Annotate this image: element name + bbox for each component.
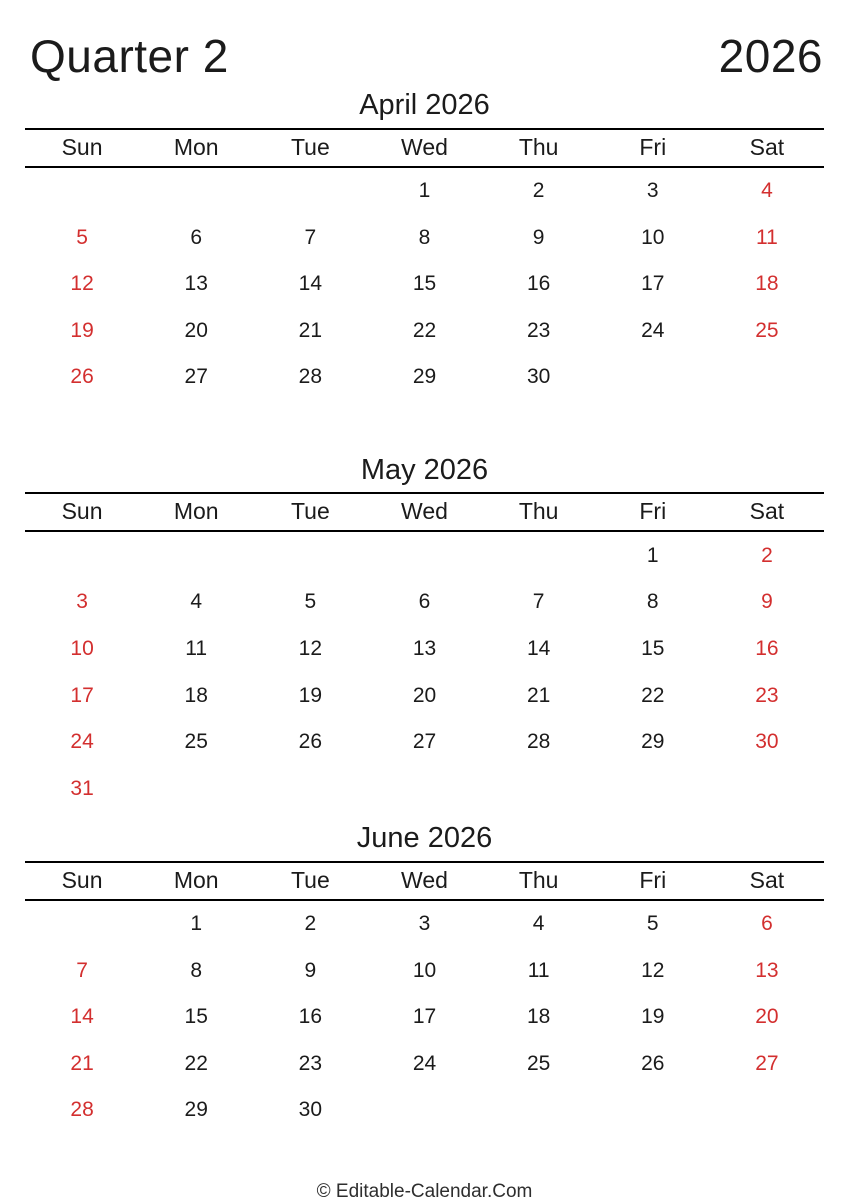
day-cell: 12 (641, 958, 665, 982)
empty-day-cell (482, 765, 596, 812)
day-cell: 23 (755, 683, 779, 707)
day-cell: 7 (304, 225, 317, 249)
weekday-cell: Fri (639, 133, 667, 160)
empty-day-cell (596, 765, 710, 812)
day-cell: 12 (70, 272, 94, 296)
empty-day-cell (367, 532, 481, 579)
weekday-cell: Tue (290, 133, 330, 160)
day-cell: 27 (412, 730, 437, 754)
day-cell: 26 (298, 730, 323, 754)
day-cell: 8 (190, 958, 203, 982)
day-cell: 8 (646, 590, 659, 614)
day-cell: 13 (755, 958, 779, 982)
week-row (25, 354, 824, 401)
empty-day-cell (596, 1087, 710, 1134)
day-cell: 2 (761, 543, 773, 567)
week-row (25, 994, 824, 1041)
week-row (25, 765, 824, 812)
day-cell: 13 (412, 636, 437, 660)
day-cell: 30 (755, 730, 779, 754)
months-container (0, 88, 849, 1134)
quarter-title: Quarter 2 (30, 30, 229, 82)
day-cell: 8 (418, 225, 431, 249)
day-cell: 22 (412, 318, 437, 342)
day-cell: 25 (755, 318, 779, 342)
day-cell: 26 (70, 365, 94, 389)
day-cell: 17 (70, 683, 94, 707)
month-section (25, 453, 824, 812)
empty-day-cell (25, 532, 139, 579)
weekday-cell: Sat (749, 866, 785, 893)
day-cell: 18 (526, 1005, 551, 1029)
day-cell: 22 (184, 1051, 208, 1075)
day-cell: 3 (418, 912, 431, 936)
day-cell: 6 (190, 225, 203, 249)
empty-day-cell (367, 1087, 481, 1134)
weekday-header (25, 492, 824, 532)
weekday-cell: Thu (518, 133, 559, 160)
day-cell: 10 (412, 958, 437, 982)
day-cell: 15 (184, 1005, 208, 1029)
week-row (25, 214, 824, 261)
day-cell: 29 (412, 365, 437, 389)
week-row (25, 307, 824, 354)
day-cell: 19 (70, 318, 94, 342)
week-row (25, 672, 824, 719)
week-row (25, 1087, 824, 1134)
week-row (25, 626, 824, 673)
day-cell: 25 (184, 730, 208, 754)
day-cell: 29 (184, 1098, 208, 1122)
empty-day-cell (482, 532, 596, 579)
day-cell: 29 (641, 730, 665, 754)
day-cell: 13 (184, 272, 208, 296)
footer-credit: © Editable-Calendar.Com (316, 1180, 533, 1202)
day-cell: 20 (412, 683, 437, 707)
day-cell: 21 (70, 1051, 94, 1075)
day-cell: 15 (412, 272, 437, 296)
day-cell: 17 (641, 272, 665, 296)
day-cell: 17 (412, 1005, 437, 1029)
weekday-cell: Tue (290, 866, 330, 893)
day-cell: 4 (190, 590, 203, 614)
day-cell: 9 (761, 590, 773, 614)
day-cell: 27 (184, 365, 208, 389)
day-cell: 21 (526, 683, 551, 707)
day-cell: 27 (755, 1051, 779, 1075)
weekday-cell: Wed (401, 498, 448, 525)
empty-day-cell (482, 1087, 596, 1134)
day-cell: 14 (526, 636, 551, 660)
day-cell: 23 (526, 318, 551, 342)
week-row (25, 947, 824, 994)
day-cell: 12 (298, 636, 323, 660)
month-section (25, 821, 824, 1134)
weekday-cell: Mon (173, 866, 219, 893)
day-cell: 25 (526, 1051, 551, 1075)
empty-day-cell (139, 532, 253, 579)
day-cell: 20 (184, 318, 208, 342)
empty-day-cell (139, 765, 253, 812)
day-cell: 7 (76, 958, 88, 982)
empty-day-cell (25, 168, 139, 215)
weekday-cell: Fri (639, 498, 667, 525)
day-cell: 11 (527, 958, 550, 982)
weekday-cell: Mon (173, 498, 219, 525)
day-cell: 14 (298, 272, 323, 296)
month-title: April 2026 (359, 88, 490, 121)
day-cell: 4 (532, 912, 545, 936)
day-cell: 5 (76, 225, 88, 249)
weekday-cell: Wed (401, 866, 448, 893)
empty-day-cell (596, 354, 710, 401)
week-row (25, 901, 824, 948)
day-cell: 10 (70, 636, 94, 660)
day-cell: 5 (304, 590, 317, 614)
week-row (25, 1041, 824, 1088)
month-title: June 2026 (356, 822, 493, 855)
day-cell: 15 (641, 636, 665, 660)
week-row (25, 719, 824, 766)
day-cell: 21 (298, 318, 323, 342)
day-cell: 10 (641, 225, 665, 249)
day-cell: 19 (298, 683, 323, 707)
page-header (0, 0, 849, 83)
day-cell: 23 (298, 1051, 323, 1075)
day-cell: 11 (185, 636, 208, 660)
day-cell: 1 (646, 543, 659, 567)
empty-day-cell (710, 765, 824, 812)
day-cell: 9 (532, 225, 545, 249)
month-section (25, 88, 824, 401)
year-title: 2026 (718, 30, 823, 82)
day-cell: 24 (412, 1051, 437, 1075)
weekday-header (25, 861, 824, 901)
day-cell: 14 (70, 1005, 94, 1029)
week-row (25, 532, 824, 579)
weekday-header (25, 128, 824, 168)
month-title: May 2026 (360, 453, 489, 486)
day-cell: 26 (641, 1051, 665, 1075)
day-cell: 2 (304, 912, 317, 936)
empty-day-cell (253, 168, 367, 215)
day-cell: 28 (526, 730, 551, 754)
day-cell: 30 (526, 365, 551, 389)
day-cell: 16 (298, 1005, 323, 1029)
week-row (25, 261, 824, 308)
weekday-cell: Thu (518, 498, 559, 525)
day-cell: 16 (526, 272, 551, 296)
weekday-cell: Sat (749, 133, 785, 160)
day-cell: 28 (70, 1098, 94, 1122)
day-cell: 7 (532, 590, 545, 614)
day-cell: 20 (755, 1005, 779, 1029)
day-cell: 1 (418, 178, 431, 202)
day-cell: 24 (641, 318, 665, 342)
weekday-cell: Sat (749, 498, 785, 525)
empty-day-cell (253, 765, 367, 812)
day-cell: 11 (756, 225, 778, 249)
weekday-cell: Wed (401, 133, 448, 160)
day-cell: 6 (418, 590, 431, 614)
day-cell: 6 (761, 912, 773, 936)
empty-day-cell (710, 354, 824, 401)
weekday-cell: Mon (173, 133, 219, 160)
day-cell: 18 (755, 272, 779, 296)
day-cell: 5 (646, 912, 659, 936)
day-cell: 3 (76, 590, 88, 614)
day-cell: 9 (304, 958, 317, 982)
weekday-cell: Thu (518, 866, 559, 893)
day-cell: 19 (641, 1005, 665, 1029)
empty-day-cell (710, 1087, 824, 1134)
day-cell: 2 (532, 178, 545, 202)
day-cell: 31 (70, 776, 94, 800)
day-cell: 3 (646, 178, 659, 202)
weekday-cell: Fri (639, 866, 667, 893)
weekday-cell: Sun (61, 866, 103, 893)
day-cell: 16 (755, 636, 779, 660)
day-cell: 30 (298, 1098, 323, 1122)
day-cell: 4 (761, 178, 773, 202)
week-row (25, 579, 824, 626)
week-row (25, 168, 824, 215)
empty-day-cell (367, 765, 481, 812)
weekday-cell: Sun (61, 133, 103, 160)
empty-day-cell (25, 901, 139, 948)
weekday-cell: Tue (290, 498, 330, 525)
day-cell: 18 (184, 683, 208, 707)
day-cell: 1 (190, 912, 203, 936)
day-cell: 22 (641, 683, 665, 707)
empty-day-cell (253, 532, 367, 579)
day-cell: 24 (70, 730, 94, 754)
day-cell: 28 (298, 365, 323, 389)
weekday-cell: Sun (61, 498, 103, 525)
empty-day-cell (139, 168, 253, 215)
